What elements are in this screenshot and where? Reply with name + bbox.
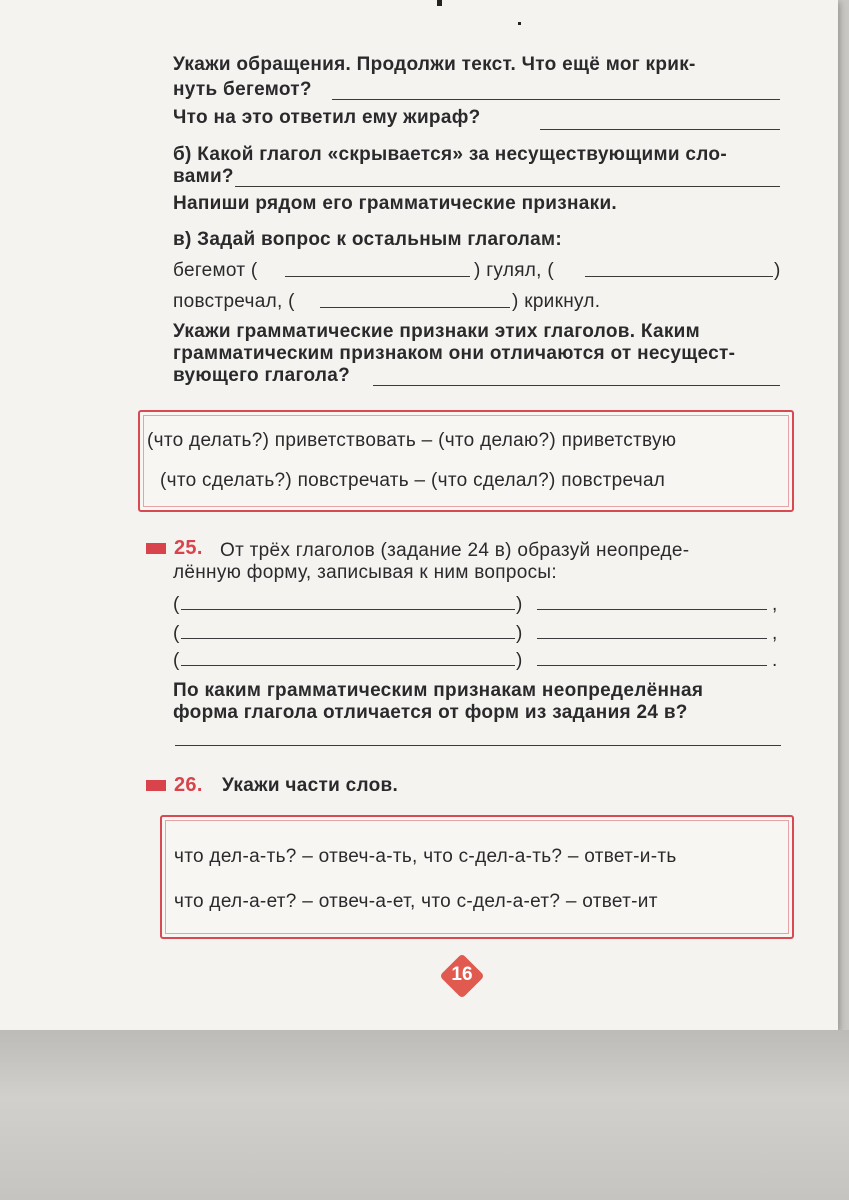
- task-marker-icon: [146, 543, 166, 554]
- page-number: 16: [451, 964, 473, 985]
- example-box-1: [138, 410, 794, 512]
- part-v-line-1: в) Задай вопрос к остальным глаголам:: [173, 229, 563, 250]
- row1-begemot: бегемот (: [173, 260, 258, 281]
- paren-close: ): [516, 650, 523, 671]
- part-v-question-3: вующего глагола?: [173, 365, 351, 386]
- task-26-text: Укажи части слов.: [222, 775, 399, 796]
- task-25-line-1: От трёх глаголов (задание 24 в) образуй неопреде-: [220, 540, 690, 561]
- question-blank[interactable]: [320, 307, 510, 308]
- scan-speck: [518, 22, 521, 25]
- comma: ,: [772, 623, 778, 644]
- period: .: [772, 650, 778, 671]
- answer-line[interactable]: [235, 186, 780, 187]
- question-blank[interactable]: [585, 276, 773, 277]
- answer-line[interactable]: [373, 385, 780, 386]
- part-b-line-2: вами?: [173, 166, 234, 187]
- intro-line-3: Что на это ответил ему жираф?: [173, 107, 481, 128]
- task-number: 26.: [174, 774, 203, 796]
- part-b-line-3: Напиши рядом его грамматические признаки.: [173, 193, 618, 214]
- infinitive-blank[interactable]: [537, 665, 767, 666]
- question-blank[interactable]: [181, 609, 515, 610]
- part-b-line-1: б) Какой глагол «скрывается» за несуществующими сло-: [173, 144, 727, 165]
- comma: ,: [772, 594, 778, 615]
- answer-line[interactable]: [332, 99, 780, 100]
- question-blank[interactable]: [181, 665, 515, 666]
- task-25-question-2: форма глагола отличается от форм из задания 24 в?: [173, 702, 688, 723]
- row1-gulyal: ) гулял, (: [474, 260, 554, 281]
- task-25-question-1: По каким грамматическим признакам неопределённая: [173, 680, 704, 701]
- paren-close: ): [516, 623, 523, 644]
- scan-background: [0, 1030, 849, 1200]
- page-number-badge: [439, 953, 485, 999]
- word-parts-line-2: что дел-а-ет? – отвеч-а-ет, что с-дел-а-ет? – ответ-ит: [174, 891, 658, 912]
- task-25-heading: [146, 537, 213, 560]
- paren-open: (: [173, 650, 180, 671]
- example-box-2: [160, 815, 794, 939]
- scan-speck: [437, 0, 442, 6]
- task-number: 25.: [174, 537, 203, 559]
- paren-open: (: [173, 594, 180, 615]
- row2-kriknul: ) крикнул.: [512, 291, 601, 312]
- paren-close: ): [516, 594, 523, 615]
- row2-povstrechal: повстречал, (: [173, 291, 295, 312]
- intro-line-1: Укажи обращения. Продолжи текст. Что ещё мог крик-: [173, 54, 696, 75]
- part-v-question-2: грамматическим признаком они отличаются от несущест-: [173, 343, 736, 364]
- task-marker-icon: [146, 780, 166, 791]
- part-v-question-1: Укажи грамматические признаки этих глаголов. Каким: [173, 321, 701, 342]
- task-25-line-2: лённую форму, записывая к ним вопросы:: [173, 562, 557, 583]
- infinitive-blank[interactable]: [537, 609, 767, 610]
- paren-open: (: [173, 623, 180, 644]
- word-parts-line-1: что дел-а-ть? – отвеч-а-ть, что с-дел-а-ть? – ответ-и-ть: [174, 846, 677, 867]
- row1-close: ): [774, 260, 781, 281]
- intro-line-2: нуть бегемот?: [173, 79, 312, 100]
- task-26-heading: [146, 774, 213, 797]
- question-blank[interactable]: [285, 276, 470, 277]
- answer-line[interactable]: [540, 129, 780, 130]
- example-line-1: (что делать?) приветствовать – (что делаю?) приветствую: [147, 430, 677, 451]
- answer-line[interactable]: [175, 745, 781, 746]
- infinitive-blank[interactable]: [537, 638, 767, 639]
- question-blank[interactable]: [181, 638, 515, 639]
- example-line-2: (что сделать?) повстречать – (что сделал?) повстречал: [160, 470, 666, 491]
